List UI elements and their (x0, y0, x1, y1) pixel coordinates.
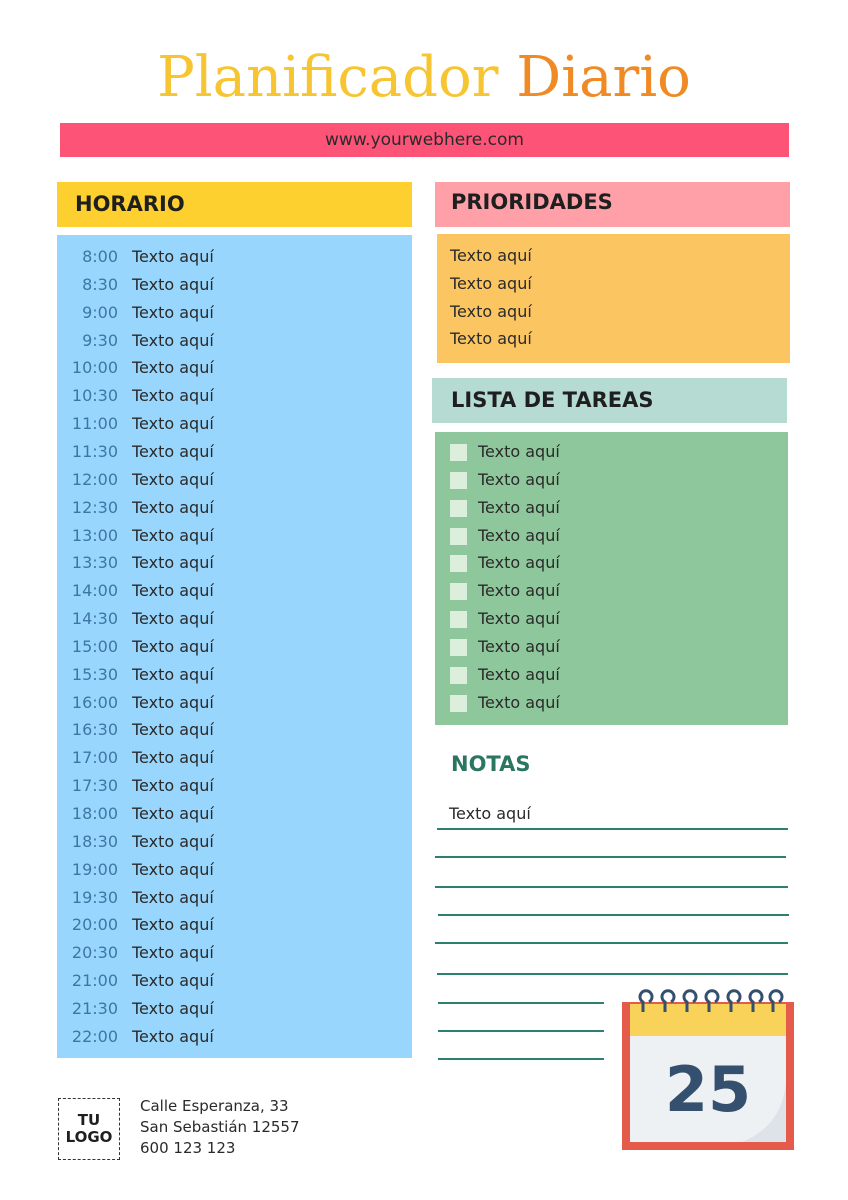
schedule-time: 11:00 (71, 414, 118, 434)
calendar-icon (622, 986, 794, 1152)
schedule-time: 12:00 (71, 469, 118, 489)
note-line (435, 856, 786, 858)
task-checkbox[interactable] (450, 555, 467, 572)
schedule-time: 20:00 (71, 915, 118, 935)
tasks-heading: LISTA DE TAREAS (432, 378, 787, 423)
task-text[interactable]: Texto aquí (478, 469, 560, 489)
schedule-entry[interactable]: Texto aquí (132, 386, 214, 406)
schedule-row (57, 911, 412, 939)
task-text[interactable]: Texto aquí (478, 525, 560, 545)
task-row (435, 438, 788, 466)
task-text[interactable]: Texto aquí (478, 636, 560, 656)
schedule-row (57, 939, 412, 967)
schedule-row (57, 605, 412, 633)
schedule-entry[interactable]: Texto aquí (132, 859, 214, 879)
schedule-time: 8:30 (82, 274, 118, 294)
task-row (435, 605, 788, 633)
logo-line-2: LOGO (65, 1128, 113, 1146)
note-line (435, 886, 788, 888)
contact-info (140, 1096, 300, 1159)
priority-item[interactable]: Texto aquí (450, 273, 532, 293)
task-text[interactable]: Texto aquí (478, 442, 560, 461)
task-checkbox[interactable] (450, 583, 467, 600)
schedule-time: 15:30 (71, 664, 118, 684)
note-line (438, 914, 789, 916)
schedule-row (57, 549, 412, 577)
schedule-time: 9:30 (82, 330, 118, 350)
schedule-row (57, 354, 412, 382)
schedule-row (57, 577, 412, 605)
schedule-row (57, 661, 412, 689)
schedule-entry[interactable]: Texto aquí (132, 553, 214, 573)
schedule-row (57, 633, 412, 661)
calendar-graphic (622, 986, 794, 1152)
task-checkbox[interactable] (450, 500, 467, 517)
schedule-time: 17:00 (71, 748, 118, 768)
task-row (435, 494, 788, 522)
tasks-list (435, 432, 788, 725)
schedule-entry[interactable]: Texto aquí (132, 469, 214, 489)
logo-placeholder (58, 1098, 120, 1160)
schedule-row (57, 466, 412, 494)
task-row (435, 633, 788, 661)
schedule-time: 10:00 (71, 358, 118, 378)
priorities-list (437, 234, 790, 363)
task-text[interactable]: Texto aquí (478, 664, 560, 684)
priority-item[interactable]: Texto aquí (450, 329, 532, 349)
schedule-row (57, 522, 412, 550)
schedule-entry[interactable]: Texto aquí (132, 720, 214, 740)
schedule-row (57, 856, 412, 884)
schedule-row (57, 243, 412, 271)
notes-text[interactable]: Texto aquí (449, 804, 531, 823)
schedule-entry[interactable]: Texto aquí (132, 358, 214, 378)
task-checkbox[interactable] (450, 639, 467, 656)
note-line (435, 942, 788, 944)
task-text[interactable]: Texto aquí (478, 609, 560, 629)
schedule-time: 14:00 (71, 581, 118, 601)
task-row (435, 661, 788, 689)
schedule-entry[interactable]: Texto aquí (132, 971, 214, 991)
schedule-row (57, 800, 412, 828)
schedule-time: 21:00 (71, 971, 118, 991)
schedule-entry[interactable]: Texto aquí (132, 804, 214, 823)
schedule-time: 11:30 (71, 441, 118, 461)
schedule-heading: HORARIO (57, 182, 412, 227)
schedule-entry[interactable]: Texto aquí (132, 497, 214, 517)
schedule-entry[interactable]: Texto aquí (132, 831, 214, 851)
phone-number: 600 123 123 (140, 1139, 236, 1157)
schedule-row (57, 772, 412, 800)
schedule-entry[interactable]: Texto aquí (132, 915, 214, 935)
schedule-row (57, 299, 412, 327)
website-url: www.yourwebhere.com (60, 123, 789, 157)
note-line (438, 1002, 604, 1004)
priority-item[interactable]: Texto aquí (450, 246, 532, 265)
address-line-1: Calle Esperanza, 33 (140, 1097, 289, 1115)
schedule-time: 15:00 (71, 636, 118, 656)
task-checkbox[interactable] (450, 472, 467, 489)
schedule-entry[interactable]: Texto aquí (132, 943, 214, 963)
schedule-row (57, 382, 412, 410)
schedule-time: 20:30 (71, 943, 118, 963)
schedule-row (57, 1023, 412, 1051)
schedule-entry[interactable]: Texto aquí (132, 247, 214, 266)
schedule-time: 10:30 (71, 386, 118, 406)
address-line-2: San Sebastián 12557 (140, 1118, 300, 1136)
task-text[interactable]: Texto aquí (478, 553, 560, 573)
task-checkbox[interactable] (450, 695, 467, 712)
schedule-time: 8:00 (82, 247, 118, 266)
schedule-entry[interactable]: Texto aquí (132, 330, 214, 350)
schedule-time: 13:30 (71, 553, 118, 573)
task-row (435, 577, 788, 605)
schedule-entry[interactable]: Texto aquí (132, 1026, 214, 1046)
schedule-row (57, 689, 412, 717)
task-checkbox[interactable] (450, 667, 467, 684)
task-checkbox[interactable] (450, 528, 467, 545)
title-part-1: Planificador (157, 45, 499, 110)
schedule-time: 18:30 (71, 831, 118, 851)
schedule-row (57, 828, 412, 856)
schedule-row (57, 327, 412, 355)
schedule-entry[interactable]: Texto aquí (132, 636, 214, 656)
schedule-row (57, 410, 412, 438)
schedule-time: 18:00 (71, 804, 118, 823)
schedule-row (57, 884, 412, 912)
schedule-entry[interactable]: Texto aquí (132, 887, 214, 907)
schedule-time: 14:30 (71, 609, 118, 629)
schedule-time: 21:30 (71, 998, 118, 1018)
calendar-day: 25 (664, 1053, 752, 1126)
schedule-entry[interactable]: Texto aquí (132, 525, 214, 545)
schedule-time: 17:30 (71, 776, 118, 796)
priorities-heading: PRIORIDADES (435, 182, 790, 227)
schedule-entry[interactable]: Texto aquí (132, 414, 214, 434)
schedule-row (57, 271, 412, 299)
note-line (437, 828, 788, 830)
task-row (435, 522, 788, 550)
schedule-entry[interactable]: Texto aquí (132, 776, 214, 796)
notes-heading: NOTAS (451, 752, 531, 776)
schedule-entry[interactable]: Texto aquí (132, 664, 214, 684)
schedule-entry[interactable]: Texto aquí (132, 998, 214, 1018)
schedule-row (57, 494, 412, 522)
schedule-entry[interactable]: Texto aquí (132, 581, 214, 601)
schedule-list (57, 235, 412, 1058)
schedule-entry[interactable]: Texto aquí (132, 302, 214, 322)
schedule-row (57, 967, 412, 995)
priority-item[interactable]: Texto aquí (450, 301, 532, 321)
task-row (435, 549, 788, 577)
page-title (0, 40, 848, 116)
title-part-2: Diario (516, 45, 691, 110)
schedule-entry[interactable]: Texto aquí (132, 748, 214, 768)
schedule-time: 9:00 (82, 302, 118, 322)
logo-line-1: TU (77, 1111, 101, 1129)
schedule-row (57, 438, 412, 466)
schedule-row (57, 744, 412, 772)
task-text[interactable]: Texto aquí (478, 497, 560, 517)
note-line (438, 1030, 604, 1032)
task-text[interactable]: Texto aquí (478, 692, 560, 712)
schedule-entry[interactable]: Texto aquí (132, 274, 214, 294)
task-row (435, 689, 788, 717)
schedule-time: 16:30 (71, 720, 118, 740)
schedule-entry[interactable]: Texto aquí (132, 609, 214, 629)
note-line (438, 1058, 604, 1060)
task-row (435, 466, 788, 494)
schedule-time: 16:00 (71, 692, 118, 712)
note-line (437, 973, 788, 975)
schedule-time: 12:30 (71, 497, 118, 517)
schedule-entry[interactable]: Texto aquí (132, 692, 214, 712)
schedule-time: 19:30 (71, 887, 118, 907)
schedule-time: 13:00 (71, 525, 118, 545)
schedule-time: 19:00 (71, 859, 118, 879)
schedule-entry[interactable]: Texto aquí (132, 441, 214, 461)
schedule-time: 22:00 (71, 1026, 118, 1046)
task-checkbox[interactable] (450, 444, 467, 461)
task-checkbox[interactable] (450, 611, 467, 628)
schedule-row (57, 716, 412, 744)
task-text[interactable]: Texto aquí (478, 581, 560, 601)
schedule-row (57, 995, 412, 1023)
